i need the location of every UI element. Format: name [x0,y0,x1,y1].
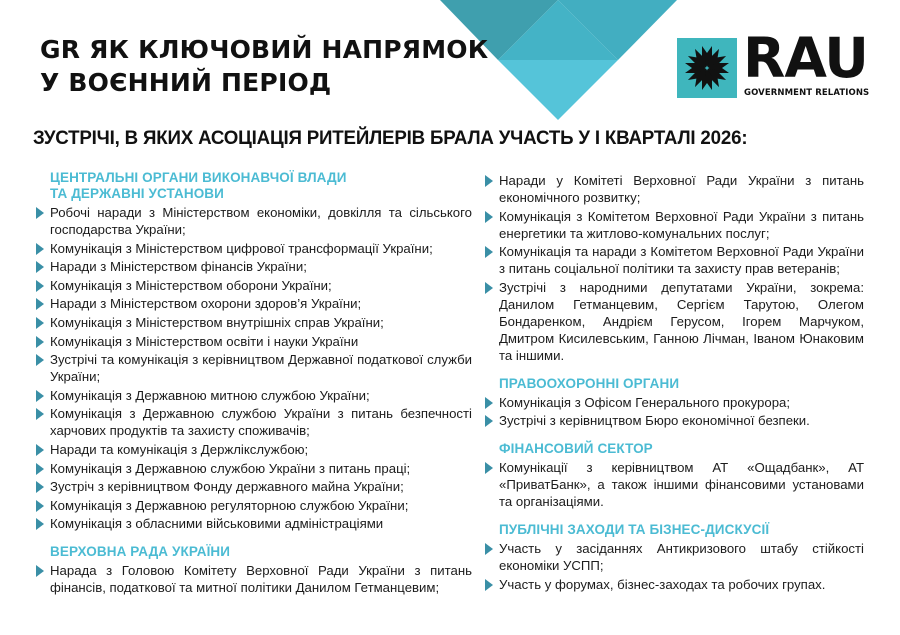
list-item-text: Участь у форумах, бізнес-заходах та робочих групах. [499,576,826,592]
list-item [35,240,472,257]
triangle-bullet-icon [36,463,44,475]
list-item [35,333,472,350]
triangle-bullet-icon [485,415,493,427]
list-item-text: Комунікація з Державною службою України з питань праці; [50,460,411,476]
list-item [35,478,472,495]
list-item [484,576,864,593]
list-item-text: Комунікація з Міністерством освіти і науки України [50,333,359,349]
section-heading: ПРАВООХОРОННІ ОРГАНИ [499,375,680,391]
list-item-text: Комунікація з Міністерством оборони України; [50,277,332,293]
triangle-bullet-icon [36,317,44,329]
meeting-list [35,204,472,532]
section-subtitle: ЗУСТРІЧІ, В ЯКИХ АСОЦІАЦІЯ РИТЕЙЛЕРІВ БРАЛА УЧАСТЬ У І КВАРТАЛІ 2026: [33,127,748,149]
list-item-text: Робочі наради з Міністерством економіки, довкілля та сільського господарства України; [50,205,472,237]
logo-mark [677,38,737,98]
triangle-bullet-icon [485,246,493,258]
triangle-bullet-icon [485,579,493,591]
triangle-bullet-icon [485,462,493,474]
section-block [484,522,864,593]
title-line-1: GR ЯК КЛЮЧОВИЙ НАПРЯМОК [40,35,489,64]
eight-point-star-icon [677,38,737,98]
meeting-list [484,459,864,510]
list-item [484,243,864,277]
section-heading: ФІНАНСОВИЙ СЕКТОР [499,441,653,457]
list-item [35,562,472,596]
list-item [35,460,472,477]
section-block [35,544,472,596]
left-column [35,170,472,608]
list-item-text: Наради та комунікація з Держлікслужбою; [50,441,309,457]
section-heading: ЦЕНТРАЛЬНІ ОРГАНИ ВИКОНАВЧОЇ ВЛАДИ ТА ДЕРЖАВНІ УСТАНОВИ [50,170,347,201]
triangle-bullet-icon [36,565,44,577]
section-block [484,172,864,364]
logo-wordmark: RAU [743,26,868,90]
list-item-text: Нарада з Головою Комітету Верховної Ради України з питань фінансів, податкової та митної політики Данилом Гетманцевим; [50,563,472,596]
list-item [35,351,472,385]
triangle-bullet-icon [36,500,44,512]
meeting-list [484,172,864,364]
list-item [484,412,864,429]
list-item-text: Комунікації з керівництвом АТ «Ощадбанк», АТ «ПриватБанк», а також іншими фінансовими установами та організаціями. [499,460,864,510]
list-item [35,387,472,404]
right-column [484,172,864,605]
triangle-bullet-icon [36,207,44,219]
triangle-bullet-icon [36,408,44,420]
list-item-text: Комунікація з обласними військовими адміністраціями [50,516,384,532]
list-item-text: Комунікація з Міністерством внутрішніх справ України; [50,314,384,330]
list-item-text: Наради з Міністерством фінансів України; [50,259,307,275]
section-block [484,376,864,430]
logo-tagline: GOVERNMENT RELATIONS [744,88,870,98]
triangle-bullet-icon [36,518,44,530]
list-item [484,459,864,510]
list-item [35,277,472,294]
section-heading: ПУБЛІЧНІ ЗАХОДИ ТА БІЗНЕС-ДИСКУСІЇ [499,522,770,538]
meeting-list [484,540,864,593]
triangle-bullet-icon [485,175,493,187]
list-item-text: Зустрічі та комунікація з керівництвом Державної податкової служби України; [50,352,472,385]
section-block [484,441,864,510]
triangle-bullet-icon [485,211,493,223]
list-item-text: Участь у засіданнях Антикризового штабу стійкості економіки УСПП; [499,541,864,574]
list-item [484,279,864,364]
triangle-bullet-icon [36,481,44,493]
list-item [35,258,472,275]
triangle-bullet-icon [485,397,493,409]
list-item [484,540,864,574]
list-item-text: Наради з Міністерством охорони здоров’я України; [50,296,362,312]
list-item-text: Зустрічі з керівництвом Бюро економічної безпеки. [499,413,810,429]
triangle-bullet-icon [36,243,44,255]
list-item [35,497,472,514]
list-item [484,394,864,411]
list-item-text: Комунікація та наради з Комітетом Верховної Ради України з питань соціальної політики та захисту прав ветеранів; [499,244,864,277]
list-item [35,515,472,532]
diamond-bottom-facet [498,60,618,120]
list-item-text: Комунікація з Державною митною службою України; [50,387,370,403]
list-item-text: Комунікація з Офісом Генерального прокурора; [499,394,791,410]
section-heading: ВЕРХОВНА РАДА УКРАЇНИ [50,544,231,560]
list-item [35,295,472,312]
list-item-text: Комунікація з Державною службою України з питань безпечності харчових продуктів та захисту споживачів; [50,406,472,439]
list-item-text: Наради у Комітеті Верховної Ради України з питань економічного розвитку; [499,173,864,205]
list-item-text: Комунікація з Міністерством цифрової трансформації України; [50,240,433,256]
triangle-bullet-icon [36,354,44,366]
meeting-list [35,562,472,596]
list-item [35,204,472,238]
triangle-bullet-icon [36,336,44,348]
list-item-text: Зустріч з керівництвом Фонду державного майна України; [50,479,404,495]
title-line-2: У ВОЄННИЙ ПЕРІОД [40,68,332,97]
list-item [35,314,472,331]
page-title [40,33,488,99]
meeting-list [484,394,864,430]
triangle-bullet-icon [36,390,44,402]
triangle-bullet-icon [485,282,493,294]
list-item [35,441,472,458]
list-item-text: Комунікація з Комітетом Верховної Ради України з питань енергетики та житлово-комунальних послуг; [499,208,864,241]
list-item [484,208,864,242]
rau-logo [677,26,877,100]
triangle-bullet-icon [36,280,44,292]
list-item [35,405,472,439]
triangle-bullet-icon [36,261,44,273]
list-item-text: Комунікація з Державною регуляторною службою України; [50,497,409,513]
list-item [484,172,864,206]
triangle-bullet-icon [485,543,493,555]
list-item-text: Зустрічі з народними депутатами України, зокрема: Данилом Гетманцевим, Сергієм Тарутою, Олегом Бондаренком, Андрієм Герусом, Ігорем Марчуком, Дмитром Кисилевським, Ганною Лічман, Іваном Юнаковим та іншими. [499,279,864,363]
section-block [35,170,472,532]
triangle-bullet-icon [36,444,44,456]
triangle-bullet-icon [36,298,44,310]
